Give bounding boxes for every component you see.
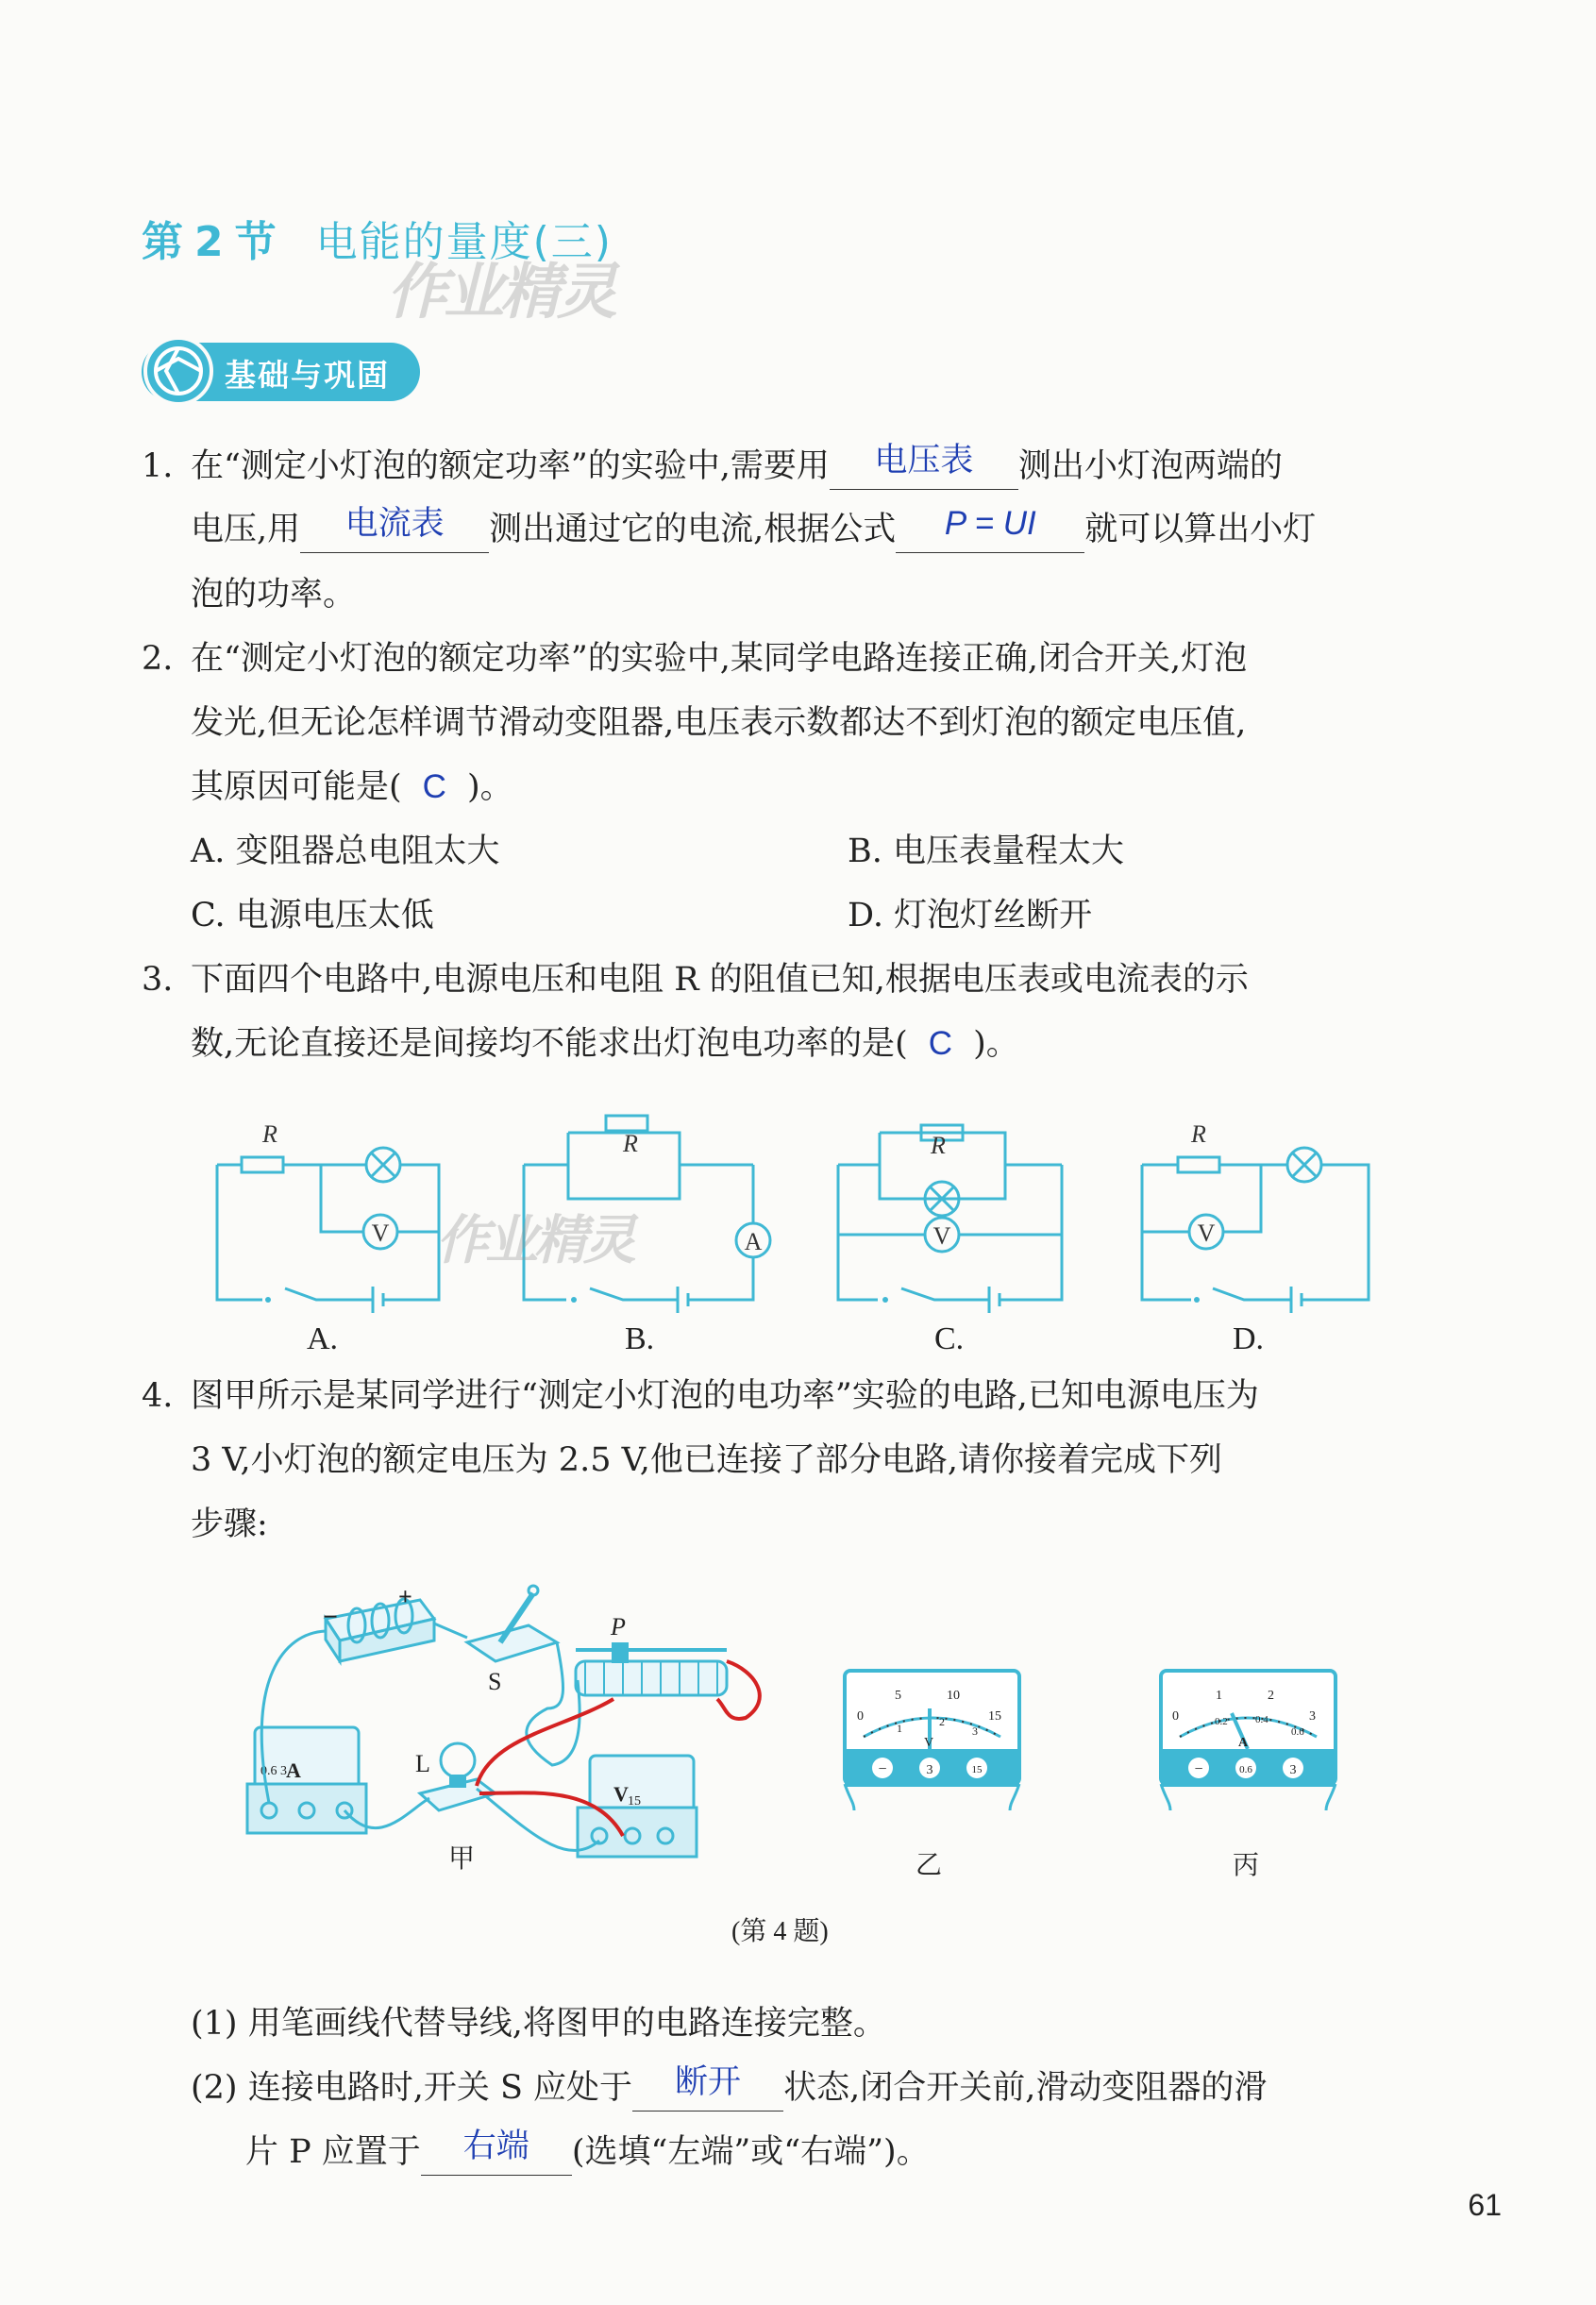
svg-text:3: 3 <box>1289 1763 1297 1777</box>
svg-text:S: S <box>488 1668 502 1695</box>
q2-answer: C <box>422 768 446 805</box>
q4-line2: 3 V,小灯泡的额定电压为 2.5 V,他已连接了部分电路,请你接着完成下列 <box>191 1441 1223 1479</box>
q3-answer: C <box>928 1025 953 1062</box>
svg-text:15: 15 <box>971 1764 983 1775</box>
q4-sub2-line2: 片 P 应置于 右端 (选填“左端”或“右端”)。 <box>245 2129 930 2176</box>
q4-figure-caption: (第 4 题) <box>731 1917 829 1946</box>
svg-text:3: 3 <box>972 1725 978 1738</box>
q2-line3: 其原因可能是( C )。 <box>191 768 513 806</box>
svg-text:P: P <box>611 1613 626 1640</box>
q1-blank-3: P = UI <box>896 507 1084 553</box>
page-number: 61 <box>1468 2188 1502 2222</box>
q4-blank-2: 右端 <box>421 2129 572 2176</box>
svg-text:0.6: 0.6 <box>1239 1764 1252 1775</box>
q4-blank-1: 断开 <box>632 2065 783 2112</box>
svg-text:5: 5 <box>895 1689 901 1703</box>
q1-blank-1: 电压表 <box>830 444 1018 490</box>
circuit-d-resistor <box>1178 1157 1219 1172</box>
svg-text:R: R <box>1191 1120 1206 1148</box>
svg-text:乙: 乙 <box>916 1851 943 1880</box>
svg-text:0: 0 <box>857 1709 864 1724</box>
svg-text:2: 2 <box>939 1715 945 1728</box>
rheostat <box>576 1613 727 1695</box>
q3-line1: 3. 下面四个电路中,电源电压和电阻 R 的阻值已知,根据电压表或电流表的示 <box>142 961 1249 999</box>
battery <box>323 1583 434 1661</box>
svg-text:3: 3 <box>1309 1709 1316 1724</box>
q1-blank-2: 电流表 <box>300 507 489 553</box>
svg-text:V: V <box>613 1782 629 1806</box>
q2-option-d: D. 灯泡灯丝断开 <box>848 897 1093 934</box>
circuit-c <box>838 1125 1062 1313</box>
svg-text:A: A <box>744 1228 763 1255</box>
q2-line2: 发光,但无论怎样调节滑动变阻器,电压表示数都达不到灯泡的额定电压值, <box>191 704 1247 742</box>
svg-text:0.4: 0.4 <box>1255 1714 1268 1725</box>
svg-text:丙: 丙 <box>1233 1851 1260 1880</box>
q1-line1: 1. 在“测定小灯泡的额定功率”的实验中,需要用 电压表 测出小灯泡两端的 <box>142 444 1283 490</box>
q3-circuits <box>0 1104 1596 1331</box>
circuit-label-b: B. <box>625 1321 655 1356</box>
svg-text:V: V <box>924 1736 934 1750</box>
meter-yi <box>845 1671 1019 1810</box>
svg-text:0.6: 0.6 <box>1291 1726 1304 1738</box>
svg-text:−: − <box>1194 1761 1203 1777</box>
circuit-d <box>1142 1120 1369 1313</box>
q2-line1: 2. 在“测定小灯泡的额定功率”的实验中,某同学电路连接正确,闭合开关,灯泡 <box>142 640 1248 678</box>
section-suffix: 节 <box>234 218 278 266</box>
q4-sub1: (1) 用笔画线代替导线,将图甲的电路连接完整。 <box>191 2005 886 2043</box>
svg-text:L: L <box>415 1750 430 1777</box>
svg-text:R: R <box>623 1130 638 1157</box>
svg-text:A: A <box>286 1758 301 1782</box>
circuit-a <box>217 1120 439 1313</box>
circuit-label-c: C. <box>934 1321 965 1356</box>
section-label: 第 <box>142 218 185 266</box>
svg-text:0.2: 0.2 <box>1215 1716 1228 1727</box>
svg-text:0: 0 <box>1172 1709 1179 1724</box>
watermark: 作业精灵 <box>387 258 613 328</box>
q1-line2: 电压,用 电流表 测出通过它的电流,根据公式 P = UI 就可以算出小灯 <box>191 507 1316 553</box>
q2-option-a: A. 变阻器总电阻太大 <box>191 833 500 870</box>
svg-text:3: 3 <box>926 1763 933 1777</box>
meter-bing <box>1161 1671 1336 1810</box>
q3-line2: 数,无论直接还是间接均不能求出灯泡电功率的是( C )。 <box>191 1025 1019 1063</box>
section-number: 2 <box>194 218 226 266</box>
svg-text:−: − <box>323 1603 338 1632</box>
svg-text:甲: 甲 <box>448 1844 476 1874</box>
badge-icon <box>143 336 213 406</box>
circuit-label-d: D. <box>1233 1321 1265 1356</box>
circuit-a-resistor <box>242 1157 283 1172</box>
circuit-b-resistor <box>606 1116 647 1131</box>
watermark-2: 作业精灵 <box>436 1210 632 1271</box>
q4-line3: 步骤: <box>191 1506 268 1543</box>
q4-line1: 4. 图甲所示是某同学进行“测定小灯泡的电功率”实验的电路,已知电源电压为 <box>142 1377 1259 1415</box>
svg-text:V: V <box>371 1220 390 1247</box>
svg-text:15: 15 <box>988 1709 1001 1724</box>
svg-text:R: R <box>262 1120 277 1148</box>
svg-text:V: V <box>1197 1220 1216 1247</box>
section-name: 电能的量度(三) <box>315 218 613 266</box>
svg-text:2: 2 <box>1268 1689 1274 1703</box>
switch <box>467 1586 557 1695</box>
svg-text:15: 15 <box>628 1794 641 1809</box>
svg-text:0.6 3: 0.6 3 <box>260 1764 287 1778</box>
svg-text:A: A <box>1238 1736 1249 1750</box>
svg-text:1: 1 <box>897 1722 902 1735</box>
svg-text:R: R <box>931 1132 946 1159</box>
svg-text:−: − <box>878 1761 887 1777</box>
svg-text:V: V <box>932 1222 951 1250</box>
q1-line3: 泡的功率。 <box>191 576 357 614</box>
svg-text:10: 10 <box>947 1689 960 1703</box>
q4-sub2-line1: (2) 连接电路时,开关 S 应处于 断开 状态,闭合开关前,滑动变阻器的滑 <box>191 2065 1267 2112</box>
badge-label: 基础与巩固 <box>225 357 390 394</box>
q4-figure <box>0 1567 1596 1926</box>
circuit-label-a: A. <box>307 1321 339 1356</box>
q2-option-b: B. 电压表量程太大 <box>848 833 1124 870</box>
svg-text:1: 1 <box>1216 1689 1222 1703</box>
svg-text:+: + <box>398 1583 412 1610</box>
q2-option-c: C. 电源电压太低 <box>191 897 434 934</box>
